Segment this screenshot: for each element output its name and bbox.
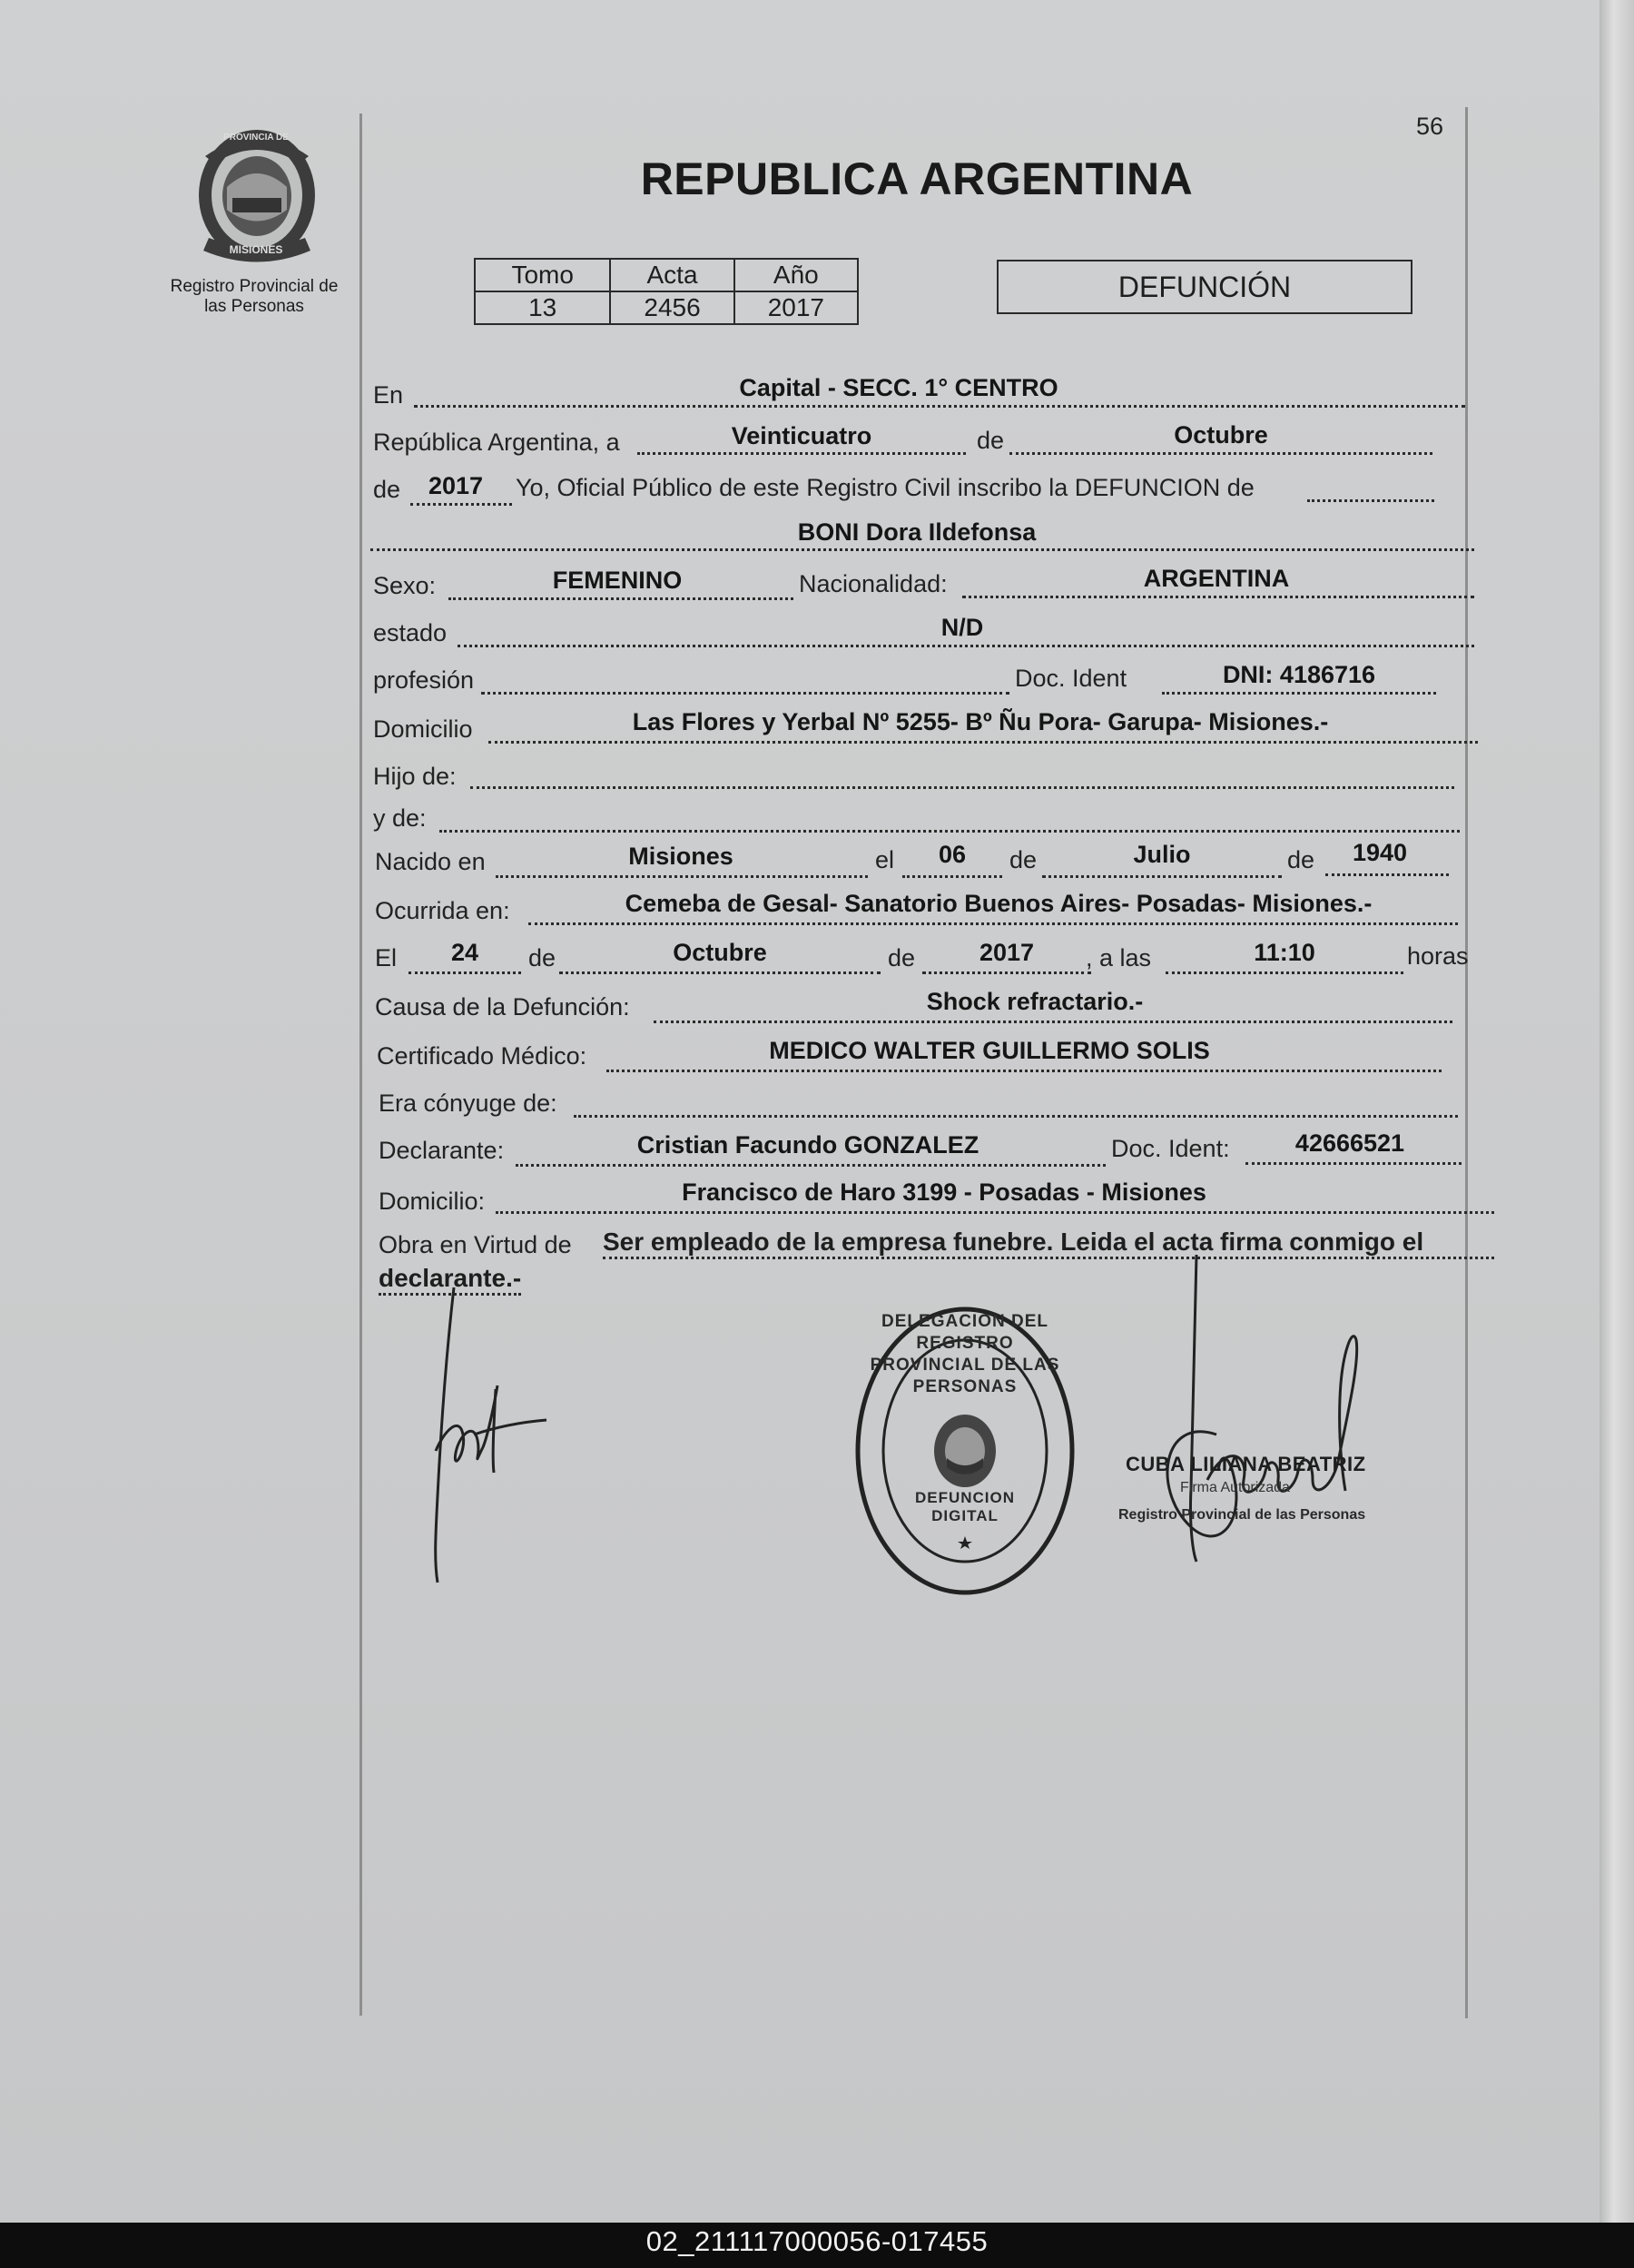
birth-day-line	[902, 875, 1002, 878]
profesion-line	[481, 692, 1009, 695]
nacionalidad-line	[962, 596, 1474, 598]
seal-top-text: PROVINCIA DE	[223, 133, 289, 143]
stamp-outer-text: DELEGACION DEL REGISTRO PROVINCIAL DE LAS PERSONAS	[870, 1312, 1060, 1396]
nacionalidad-value: ARGENTINA	[1143, 565, 1290, 592]
causa-label: Causa de la Defunción:	[375, 993, 630, 1021]
obra-value-line1: Ser empleado de la empresa funebre. Leida el acta firma conmigo el	[603, 1228, 1494, 1259]
death-day-line	[408, 971, 521, 974]
hijo-line	[470, 786, 1454, 789]
acta-reference-table	[474, 258, 859, 325]
ocurrida-value: Cemeba de Gesal- Sanatorio Buenos Aires- Posadas- Misiones.-	[625, 890, 1373, 917]
de-label-1: de	[977, 427, 1005, 454]
en-value: Capital - SECC. 1° CENTRO	[739, 374, 1058, 401]
sexo-line	[448, 597, 793, 600]
el2-label: El	[375, 944, 398, 971]
acta-header: Acta	[610, 259, 733, 291]
death-year-value: 2017	[979, 939, 1035, 966]
obra-label: Obra en Virtud de	[379, 1231, 572, 1258]
doc-ident2-label: Doc. Ident:	[1111, 1135, 1230, 1162]
nacionalidad-label: Nacionalidad:	[799, 570, 948, 597]
causa-value: Shock refractario.-	[926, 988, 1144, 1015]
el-label: el	[875, 846, 895, 873]
doc-ident2-value: 42666521	[1294, 1129, 1405, 1157]
domicilio2-line	[496, 1211, 1494, 1214]
death-time-value: 11:10	[1254, 939, 1315, 966]
deceased-name: BONI Dora Ildefonsa	[797, 518, 1037, 546]
death-month-line	[559, 971, 881, 974]
domicilio2-value: Francisco de Haro 3199 - Posadas - Misiones	[682, 1178, 1206, 1206]
month-line	[1009, 452, 1432, 455]
inscribo-line	[1307, 499, 1434, 502]
birth-day-value: 06	[938, 841, 967, 868]
declarant-signature	[419, 1278, 556, 1587]
death-year-line	[922, 971, 1091, 974]
death-month-value: Octubre	[673, 939, 767, 966]
birth-year-value: 1940	[1352, 839, 1408, 866]
scan-filename: 02_211117000056-017455	[645, 2225, 989, 2257]
causa-line	[654, 1021, 1452, 1023]
de-label-5: de	[528, 944, 556, 971]
certificado-line	[606, 1070, 1442, 1072]
hijo-label: Hijo de:	[373, 763, 457, 790]
domicilio-value: Las Flores y Yerbal Nº 5255- Bº Ñu Pora- Garupa- Misiones.-	[632, 708, 1329, 735]
alas-label: , a las	[1086, 944, 1152, 971]
de-label-6: de	[888, 944, 916, 971]
yde-label: y de:	[373, 804, 427, 832]
officer-org: Registro Provincial de las Personas	[1118, 1507, 1366, 1523]
horas-label: horas	[1407, 942, 1469, 970]
certificado-label: Certificado Médico:	[377, 1042, 587, 1070]
conyuge-line	[574, 1115, 1458, 1118]
anio-header: Año	[734, 259, 858, 291]
nacido-value: Misiones	[628, 843, 733, 870]
nacido-label: Nacido en	[375, 848, 486, 875]
de-label-3: de	[1009, 846, 1038, 873]
domicilio-label: Domicilio	[373, 715, 473, 743]
declarante-label: Declarante:	[379, 1137, 505, 1164]
death-time-line	[1166, 971, 1403, 974]
death-day-value: 24	[450, 939, 479, 966]
obra-value-line2: declarante.-	[379, 1264, 521, 1296]
doc-ident-line	[1162, 692, 1436, 695]
page-edge	[1600, 0, 1634, 2223]
officer-title: Firma Autorizada	[1180, 1480, 1290, 1495]
birth-month-line	[1042, 875, 1282, 878]
anio-value: 2017	[734, 291, 858, 324]
domicilio-line	[488, 741, 1478, 744]
de-label-2: de	[373, 476, 401, 503]
birth-year-line	[1325, 873, 1449, 876]
yde-line	[439, 830, 1460, 833]
estado-line	[458, 645, 1474, 647]
month-value: Octubre	[1174, 421, 1268, 449]
declarante-value: Cristian Facundo GONZALEZ	[636, 1131, 979, 1159]
document-title: REPUBLICA ARGENTINA	[640, 153, 1194, 204]
birth-month-value: Julio	[1133, 841, 1191, 868]
day-words-line	[637, 452, 966, 455]
en-label: En	[373, 381, 404, 409]
acta-value-row	[475, 291, 858, 324]
nacido-line	[496, 875, 868, 878]
estado-label: estado	[373, 619, 448, 646]
sexo-label: Sexo:	[373, 572, 437, 599]
ocurrida-line	[528, 922, 1458, 925]
page-number: 56	[1416, 113, 1444, 140]
conyuge-label: Era cónyuge de:	[379, 1090, 557, 1117]
officer-name: CUBA LILIANA BEATRIZ	[1126, 1453, 1366, 1475]
de-label-4: de	[1287, 846, 1315, 873]
inscribo-text: Yo, Oficial Público de este Registro Civil inscribo la DEFUNCION de	[516, 474, 1255, 501]
doc-ident-label: Doc. Ident	[1015, 665, 1127, 692]
seal-bottom-text: MISIONES	[229, 243, 283, 256]
registry-name-line1: Registro Provincial de	[170, 277, 339, 296]
profesion-label: profesión	[373, 666, 475, 694]
deceased-name-line	[370, 548, 1474, 551]
declarante-line	[516, 1164, 1106, 1167]
tomo-header: Tomo	[475, 259, 610, 291]
tomo-value: 13	[475, 291, 610, 324]
registry-name	[145, 277, 363, 317]
sexo-value: FEMENINO	[552, 567, 683, 594]
certificado-value: MEDICO WALTER GUILLERMO SOLIS	[769, 1037, 1210, 1064]
domicilio2-label: Domicilio:	[379, 1188, 486, 1215]
registry-name-line2: las Personas	[204, 297, 304, 316]
right-margin-rule	[1465, 107, 1468, 2018]
doc-ident-value: DNI: 4186716	[1222, 661, 1376, 688]
left-margin-rule	[359, 113, 362, 2016]
ocurrida-label: Ocurrida en:	[375, 897, 510, 924]
record-type-box: DEFUNCIÓN	[997, 260, 1413, 314]
year-line	[410, 503, 512, 506]
stamp-inner-text: DEFUNCION DIGITAL	[914, 1489, 1016, 1524]
doc-ident2-line	[1245, 1162, 1462, 1165]
officer-signature	[1153, 1253, 1389, 1616]
acta-header-row	[475, 259, 858, 291]
year-value: 2017	[428, 472, 484, 499]
acta-value: 2456	[610, 291, 733, 324]
en-line	[414, 405, 1465, 408]
republica-label: República Argentina, a	[373, 429, 620, 456]
estado-value: N/D	[940, 614, 984, 641]
day-words-value: Veinticuatro	[731, 422, 872, 449]
